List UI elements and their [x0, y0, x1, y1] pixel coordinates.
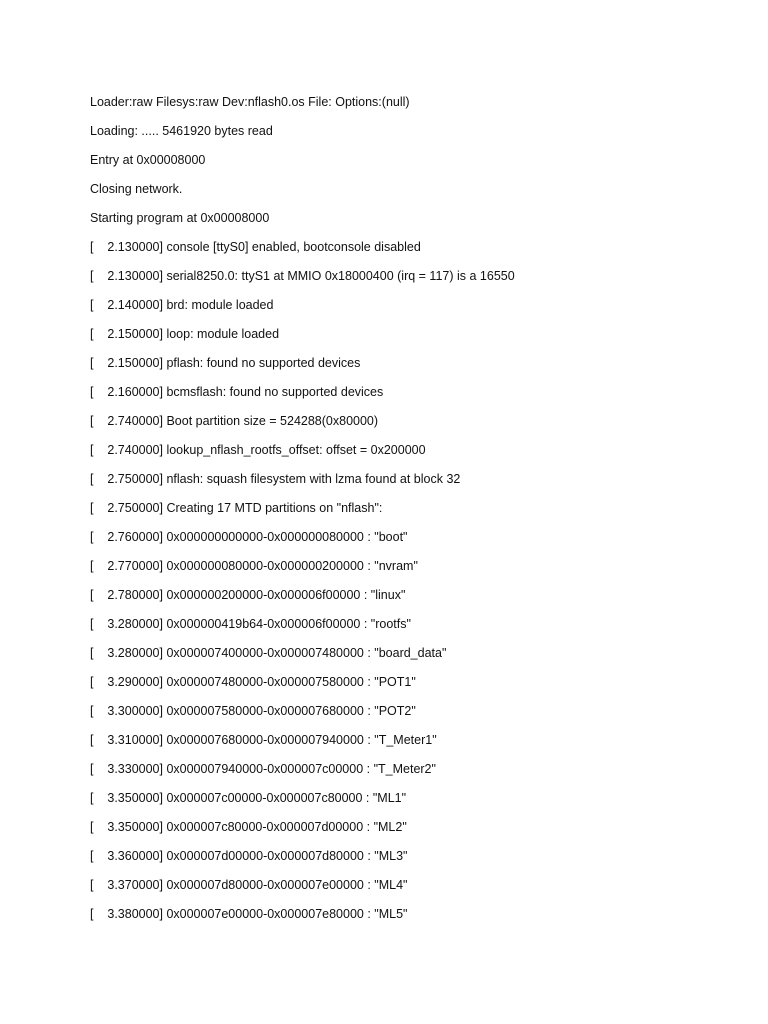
log-line: Loading: ..... 5461920 bytes read	[90, 124, 273, 138]
log-line: [ 3.290000] 0x000007480000-0x000007580000 : "POT1"	[90, 675, 416, 689]
log-line: [ 2.140000] brd: module loaded	[90, 298, 274, 312]
log-line: [ 2.760000] 0x000000000000-0x000000080000 : "boot"	[90, 530, 408, 544]
log-line: [ 2.150000] pflash: found no supported devices	[90, 356, 361, 370]
log-line: [ 3.280000] 0x000000419b64-0x000006f00000 : "rootfs"	[90, 617, 411, 631]
log-line: [ 3.330000] 0x000007940000-0x000007c00000 : "T_Meter2"	[90, 762, 436, 776]
log-line: [ 2.780000] 0x000000200000-0x000006f00000 : "linux"	[90, 588, 406, 602]
log-line: [ 3.300000] 0x000007580000-0x000007680000 : "POT2"	[90, 704, 416, 718]
log-line: [ 2.740000] Boot partition size = 524288(0x80000)	[90, 414, 379, 428]
log-line: Entry at 0x00008000	[90, 153, 206, 167]
log-line: Starting program at 0x00008000	[90, 211, 270, 225]
log-line: [ 2.750000] Creating 17 MTD partitions on "nflash":	[90, 501, 383, 515]
log-line: [ 2.150000] loop: module loaded	[90, 327, 280, 341]
boot-log	[90, 92, 750, 933]
log-line: Loader:raw Filesys:raw Dev:nflash0.os File: Options:(null)	[90, 95, 410, 109]
log-line: [ 3.380000] 0x000007e00000-0x000007e80000 : "ML5"	[90, 907, 408, 921]
log-line: [ 2.130000] console [ttyS0] enabled, bootconsole disabled	[90, 240, 421, 254]
log-line: [ 2.160000] bcmsflash: found no supported devices	[90, 385, 384, 399]
log-line: [ 2.750000] nflash: squash filesystem with lzma found at block 32	[90, 472, 461, 486]
log-line: [ 3.370000] 0x000007d80000-0x000007e00000 : "ML4"	[90, 878, 408, 892]
log-line: [ 3.310000] 0x000007680000-0x000007940000 : "T_Meter1"	[90, 733, 437, 747]
log-line: [ 2.770000] 0x000000080000-0x000000200000 : "nvram"	[90, 559, 418, 573]
log-line: [ 3.350000] 0x000007c80000-0x000007d00000 : "ML2"	[90, 820, 407, 834]
log-line: Closing network.	[90, 182, 183, 196]
log-line: [ 2.130000] serial8250.0: ttyS1 at MMIO 0x18000400 (irq = 117) is a 16550	[90, 269, 515, 283]
log-line: [ 2.740000] lookup_nflash_rootfs_offset: offset = 0x200000	[90, 443, 426, 457]
log-line: [ 3.350000] 0x000007c00000-0x000007c80000 : "ML1"	[90, 791, 407, 805]
log-line: [ 3.360000] 0x000007d00000-0x000007d80000 : "ML3"	[90, 849, 408, 863]
log-line: [ 3.280000] 0x000007400000-0x000007480000 : "board_data"	[90, 646, 447, 660]
